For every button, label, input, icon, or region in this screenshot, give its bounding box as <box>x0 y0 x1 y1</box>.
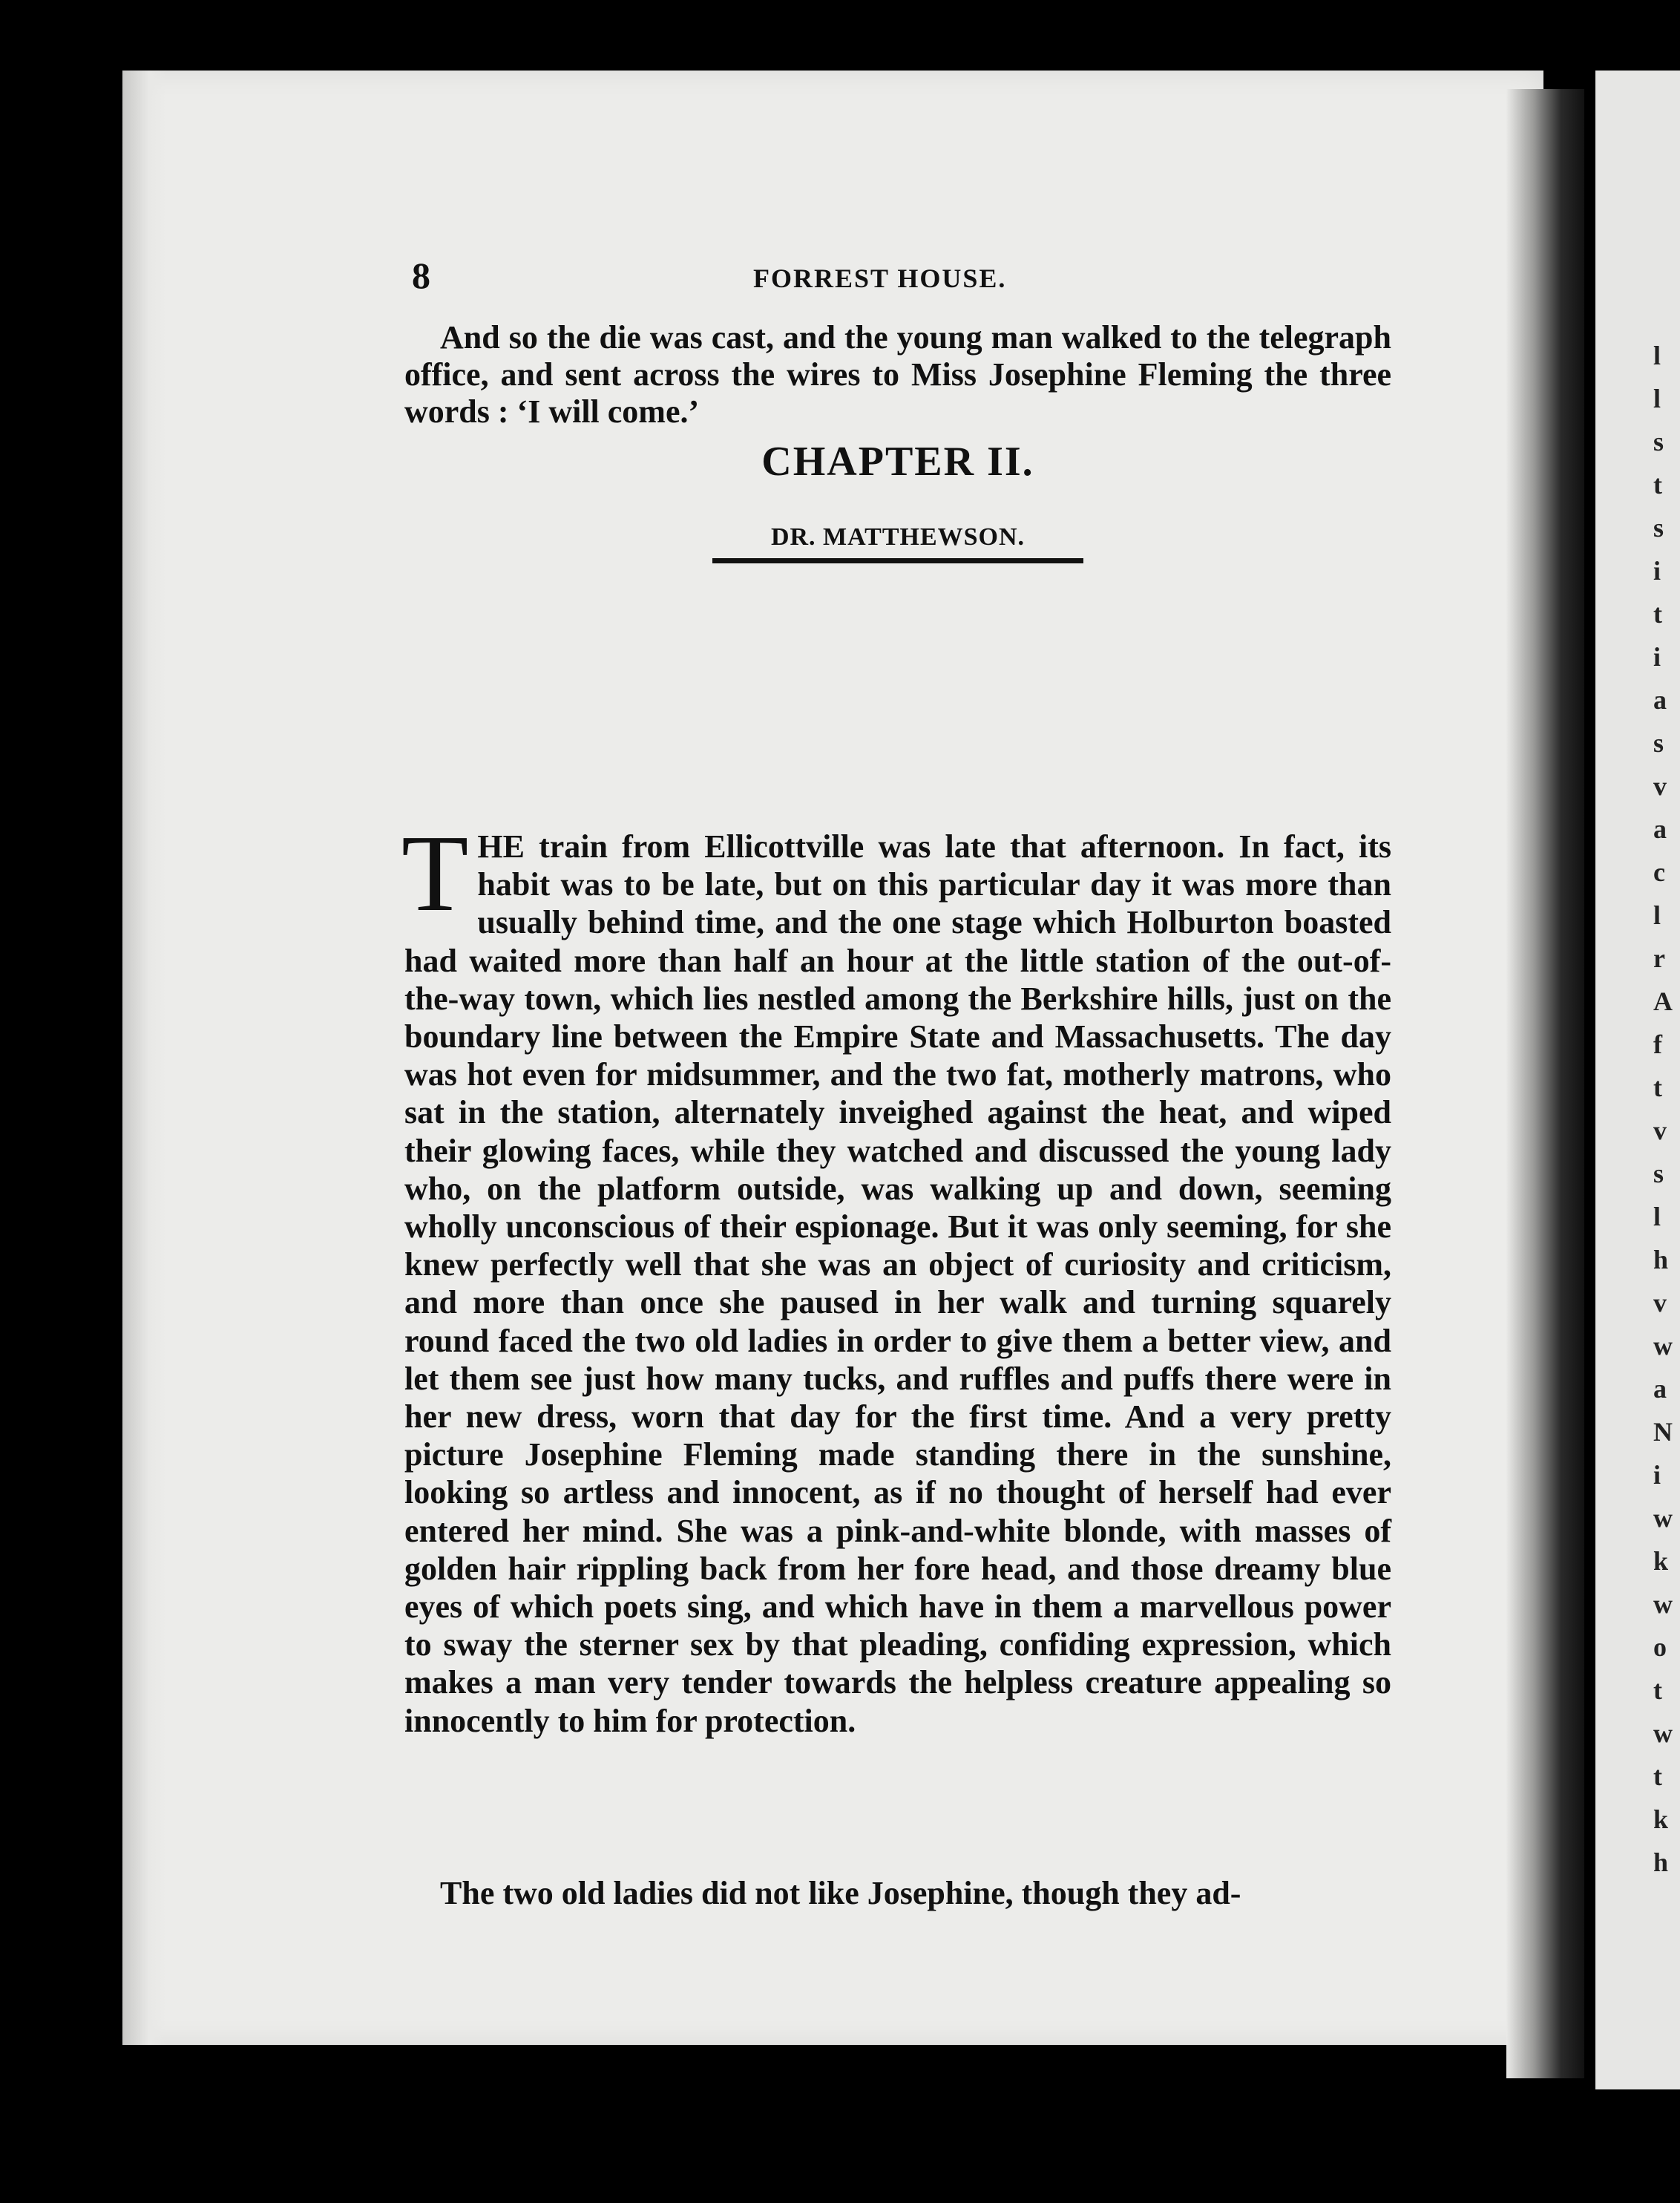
facing-page-fragment: k <box>1653 1546 1669 1576</box>
next-paragraph <box>404 1842 1391 1945</box>
previous-chapter-ending <box>404 319 1391 431</box>
closing-paragraph: And so the die was cast, and the young man walked to the telegraph office, and sent across the wires to Miss Josephine Fleming the three words : ‘I will come.’ <box>404 319 1391 430</box>
facing-page-fragment: k <box>1653 1804 1669 1834</box>
facing-page-fragment: t <box>1653 1761 1662 1791</box>
facing-page-fragment: i <box>1653 556 1661 586</box>
facing-page-fragment: r <box>1653 943 1665 973</box>
facing-page-fragment: v <box>1653 1288 1667 1317</box>
facing-page-fragment: w <box>1653 1589 1673 1619</box>
facing-page-fragment: c <box>1653 857 1665 887</box>
facing-page-fragment: t <box>1653 1675 1662 1705</box>
drop-cap: T <box>401 813 469 934</box>
facing-page-fragment: a <box>1653 1374 1667 1404</box>
page-edge-shadow <box>122 71 167 2045</box>
chapter-divider-rule <box>712 558 1083 563</box>
facing-page-fragment: i <box>1653 642 1661 672</box>
facing-page-fragment: w <box>1653 1331 1673 1361</box>
facing-page-fragment: f <box>1653 1030 1662 1059</box>
facing-page-fragment: w <box>1653 1503 1673 1533</box>
facing-page-fragment: h <box>1653 1847 1669 1877</box>
facing-page-fragments <box>1653 334 1680 1877</box>
chapter-opening-paragraph <box>401 813 1391 1740</box>
facing-page-fragment: t <box>1653 470 1662 500</box>
facing-page-fragment: l <box>1653 900 1661 930</box>
facing-page-fragment: v <box>1653 1116 1667 1145</box>
page-header <box>412 254 1391 306</box>
facing-page-fragment: h <box>1653 1245 1669 1274</box>
facing-page-fragment: l <box>1653 384 1661 413</box>
facing-page-fragment: N <box>1653 1417 1673 1447</box>
facing-page-fragment: w <box>1653 1718 1673 1748</box>
facing-page-fragment: i <box>1653 1460 1661 1490</box>
page-number: 8 <box>412 255 430 296</box>
facing-page-fragment: t <box>1653 1073 1662 1102</box>
next-paragraph-text: The two old ladies did not like Josephine, though they ad- <box>440 1875 1241 1911</box>
facing-page-fragment: s <box>1653 427 1664 456</box>
facing-page-fragment: s <box>1653 513 1664 543</box>
facing-page-fragment: v <box>1653 771 1667 801</box>
book-gutter-shadow <box>1506 89 1584 2078</box>
facing-page-fragment: l <box>1653 1202 1661 1231</box>
facing-page-fragment: a <box>1653 685 1667 715</box>
paragraph-text: HE train from Ellicottville was late that afternoon. In fact, its habit was to be late, but on this particular day it was more than usually behind time, and the one stage which Holburton boasted had waited more than half an hour at the little station of the out-of-the-way town, which lies nestled among the Berkshire hills, just on the boundary line between the Empire State and Massachusetts. The day was hot even for midsummer, and the two fat, motherly matrons, who sat in the station, alternately inveighed against the heat, and wiped their glowing faces, while they watched and discussed the young lady who, on the platform outside, was walking up and down, seeming wholly unconscious of their espionage. But it was only seeming, for she knew perfectly well that she was an object of curiosity and criticism, and more than once she paused in her walk and turning squarely round faced the two old ladies in order to give them a better view, and let them see just how many tucks, and ruffles and puffs there were in her new dress, worn that day for the first time. And a very pretty picture Josephine Fleming made standing there in the sunshine, looking so artless and innocent, as if no thought of herself had ever entered her mind. She was a pink-and-white blonde, with masses of golden hair rippling back from her fore head, and those dreamy blue eyes of which poets sing, and which have in them a marvellous power to sway the sterner sex by that pleading, confiding expression, which makes a man very tender towards the helpless creature appealing so innocently to him for protection. <box>404 828 1391 1739</box>
chapter-subtitle: DR. MATTHEWSON. <box>770 523 1026 551</box>
facing-page-fragment: A <box>1653 986 1673 1016</box>
facing-page-fragment: l <box>1653 341 1661 370</box>
facing-page-fragment: s <box>1653 1159 1664 1188</box>
chapter-title: CHAPTER II. <box>761 439 1034 485</box>
facing-page-fragment: s <box>1653 728 1664 758</box>
facing-page-fragment: t <box>1653 599 1662 629</box>
facing-page-fragment: o <box>1653 1632 1667 1662</box>
running-head: FORREST HOUSE. <box>753 263 1007 293</box>
facing-page-fragment: a <box>1653 814 1667 844</box>
